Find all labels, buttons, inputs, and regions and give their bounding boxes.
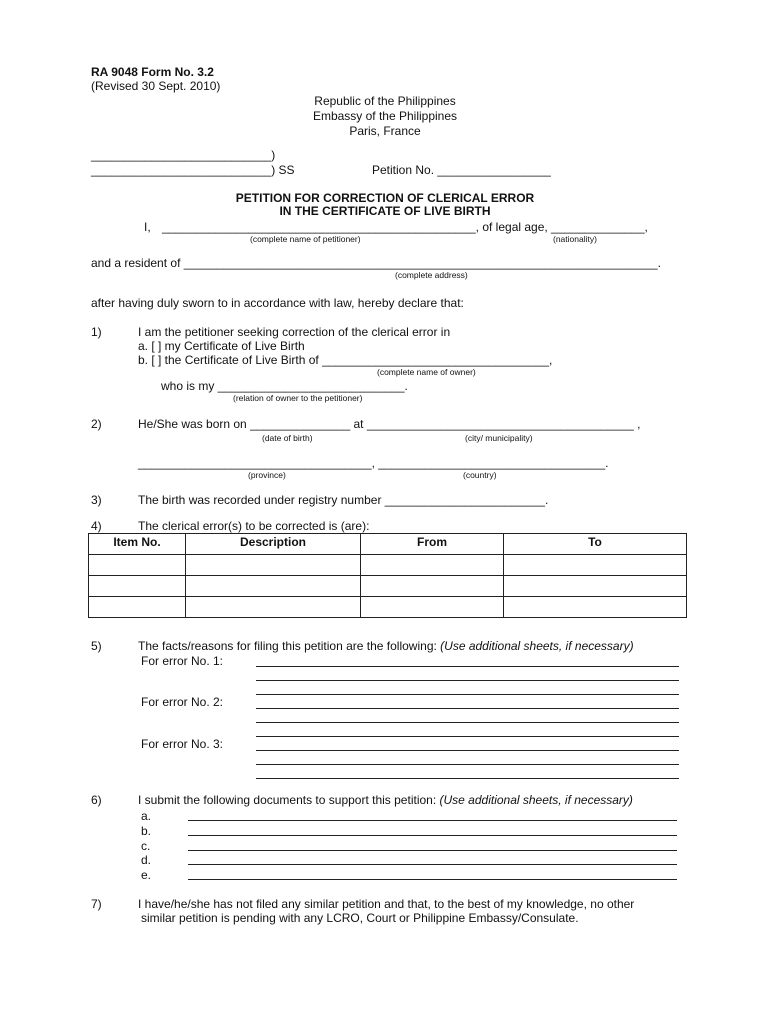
item-6-label: I submit the following documents to support this petition: — [138, 793, 440, 807]
document-label-a: a. — [141, 809, 152, 823]
document-line-a[interactable] — [188, 820, 677, 821]
error-1-reason-line[interactable] — [256, 680, 679, 681]
item-5-note: (Use additional sheets, if necessary) — [440, 639, 634, 653]
clerical-errors-table — [88, 533, 687, 618]
relation-field[interactable]: who is my ____________________________. — [161, 379, 408, 393]
city-label: Paris, France — [349, 124, 421, 138]
caption-city: (city/ municipality) — [465, 433, 533, 443]
document-label-d: d. — [141, 853, 152, 867]
table-cell[interactable] — [361, 576, 504, 597]
column-header-description: Description — [186, 534, 361, 555]
caption-address: (complete address) — [395, 270, 468, 280]
item-1-text: I am the petitioner seeking correction of the clerical error in — [138, 325, 451, 339]
document-label-e: e. — [141, 868, 152, 882]
table-row — [89, 576, 687, 597]
item-1-option-b[interactable]: b. [ ] the Certificate of Live Birth of __________________________________, — [138, 353, 553, 367]
item-4-number: 4) — [91, 519, 102, 533]
table-cell[interactable] — [186, 597, 361, 618]
embassy-label: Embassy of the Philippines — [312, 109, 458, 123]
item-6-number: 6) — [91, 793, 102, 807]
table-cell[interactable] — [504, 576, 687, 597]
revision-date: (Revised 30 Sept. 2010) — [91, 79, 221, 93]
item-1-option-a[interactable]: a. [ ] my Certificate of Live Birth — [138, 339, 305, 353]
venue-line-1[interactable]: ___________________________) — [91, 148, 276, 162]
error-1-reason-line[interactable] — [256, 666, 679, 667]
venue-line-2[interactable]: ___________________________) SS — [91, 163, 295, 177]
table-cell[interactable] — [504, 555, 687, 576]
error-2-reason-line[interactable] — [256, 736, 679, 737]
table-cell[interactable] — [186, 576, 361, 597]
error-2-reason-line[interactable] — [256, 722, 679, 723]
table-cell[interactable] — [89, 576, 186, 597]
table-row — [89, 597, 687, 618]
caption-province: (province) — [248, 470, 286, 480]
column-header-from: From — [361, 534, 504, 555]
republic-label: Republic of the Philippines — [314, 94, 456, 108]
item-4-text: The clerical error(s) to be corrected is (are): — [138, 519, 370, 533]
item-2-number: 2) — [91, 417, 102, 431]
table-row — [89, 555, 687, 576]
item-1-number: 1) — [91, 325, 102, 339]
column-header-item-no: Item No. — [89, 534, 186, 555]
province-country-field[interactable]: ___________________________________, __________________________________. — [138, 456, 609, 470]
registry-number-field[interactable]: The birth was recorded under registry number ________________________. — [138, 493, 549, 507]
document-label-c: c. — [141, 839, 151, 853]
petition-number-field[interactable]: Petition No. _________________ — [372, 163, 551, 177]
error-3-reason-line[interactable] — [256, 750, 679, 751]
error-1-label: For error No. 1: — [141, 654, 224, 668]
caption-country: (country) — [463, 470, 497, 480]
document-label-b: b. — [141, 824, 152, 838]
form-number: RA 9048 Form No. 3.2 — [91, 65, 214, 79]
column-header-to: To — [504, 534, 687, 555]
document-line-d[interactable] — [188, 864, 677, 865]
table-cell[interactable] — [361, 597, 504, 618]
document-line-e[interactable] — [188, 879, 677, 880]
item-7-line-1: I have/he/she has not filed any similar petition and that, to the best of my knowledge, no other — [138, 897, 635, 911]
caption-owner-name: (complete name of owner) — [377, 367, 476, 377]
document-title-line-2: IN THE CERTIFICATE OF LIVE BIRTH — [279, 204, 491, 218]
error-3-label: For error No. 3: — [141, 737, 224, 751]
table-cell[interactable] — [504, 597, 687, 618]
item-6-note: (Use additional sheets, if necessary) — [439, 793, 633, 807]
intro-pronoun: I, — [144, 220, 151, 234]
item-7-line-2: similar petition is pending with any LCRO, Court or Philippine Embassy/Consulate. — [141, 911, 579, 925]
error-2-label: For error No. 2: — [141, 695, 224, 709]
sworn-statement: after having duly sworn to in accordance with law, hereby declare that: — [91, 296, 464, 310]
caption-relation: (relation of owner to the petitioner) — [233, 393, 363, 403]
item-5-label: The facts/reasons for filing this petition are the following: — [138, 639, 441, 653]
error-3-reason-line[interactable] — [256, 778, 679, 779]
table-cell[interactable] — [89, 597, 186, 618]
item-5-number: 5) — [91, 639, 102, 653]
error-1-reason-line[interactable] — [256, 694, 679, 695]
petitioner-name-field[interactable]: _______________________________________________, of legal age, ______________, — [162, 220, 648, 234]
error-3-reason-line[interactable] — [256, 764, 679, 765]
table-header-row — [89, 534, 687, 555]
table-cell[interactable] — [89, 555, 186, 576]
caption-date-of-birth: (date of birth) — [262, 433, 313, 443]
document-line-b[interactable] — [188, 835, 677, 836]
caption-petitioner-name: (complete name of petitioner) — [250, 234, 361, 244]
address-field[interactable]: and a resident of _______________________________________________________________________. — [91, 256, 661, 270]
table-cell[interactable] — [186, 555, 361, 576]
item-6-text — [138, 793, 633, 807]
document-line-c[interactable] — [188, 850, 677, 851]
item-7-number: 7) — [91, 897, 102, 911]
item-3-number: 3) — [91, 493, 102, 507]
document-title-line-1: PETITION FOR CORRECTION OF CLERICAL ERROR — [235, 191, 535, 205]
table-cell[interactable] — [361, 555, 504, 576]
item-5-text — [138, 639, 634, 653]
error-2-reason-line[interactable] — [256, 708, 679, 709]
birth-date-place-field[interactable]: He/She was born on _______________ at ________________________________________ , — [138, 417, 641, 431]
caption-nationality: (nationality) — [553, 234, 597, 244]
